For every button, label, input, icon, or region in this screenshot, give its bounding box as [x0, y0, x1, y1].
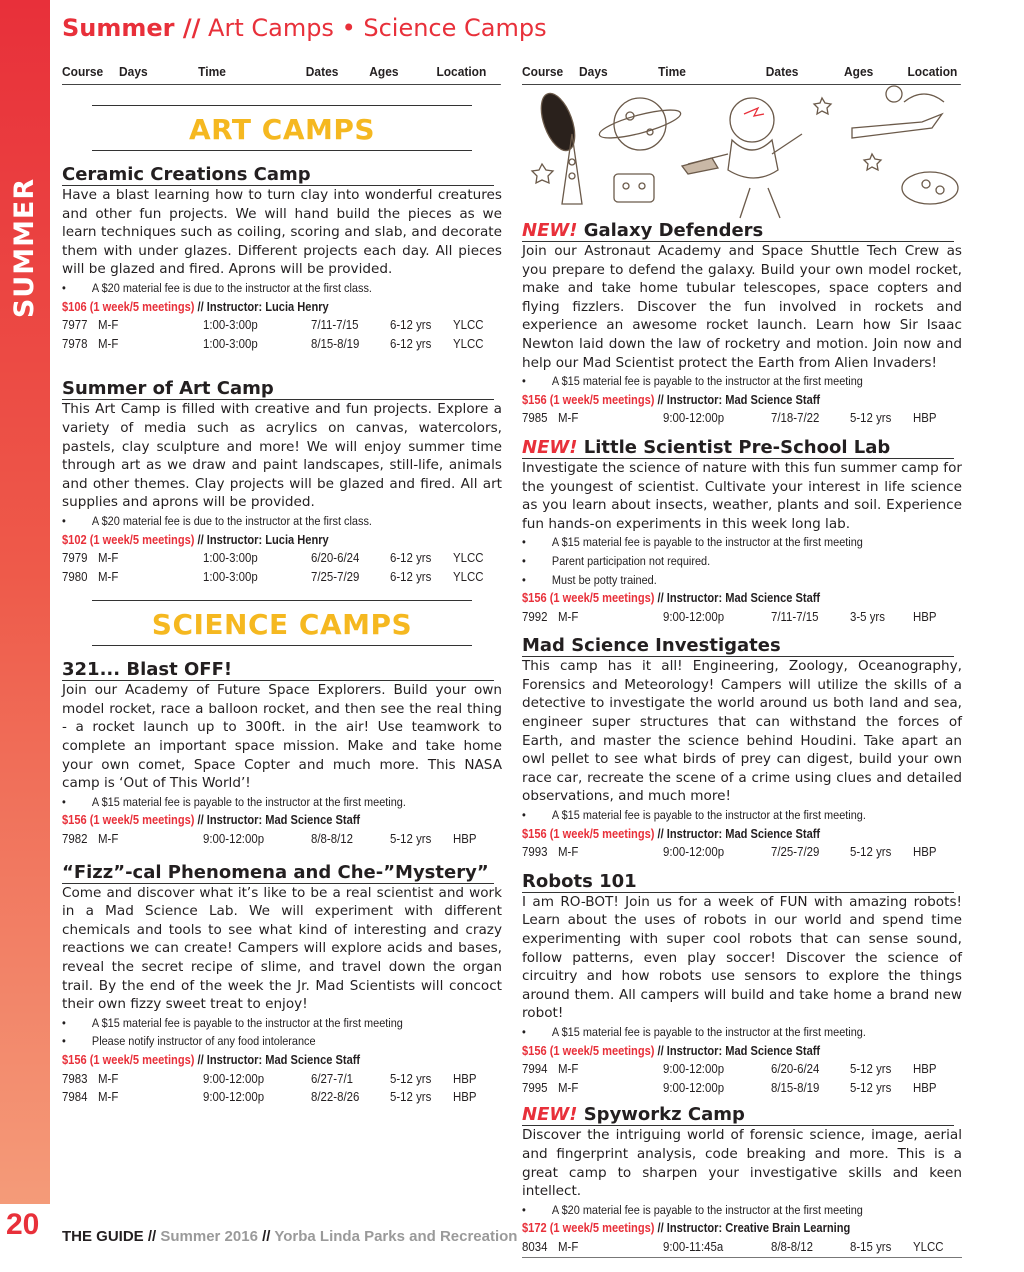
- course-title: [522, 1105, 954, 1126]
- footer-season: Summer 2016: [160, 1228, 258, 1245]
- course-description: Join our Academy of Future Space Explorers. Build your own model rocket, race a balloon rocket, and then see the real thing - a rocket launch up to 300ft. in the air! Use teamwork to complete an important space mission. Make and take home your own comet, Space Copter and much more. This NASA camp is ‘Out of This World’!: [62, 682, 502, 792]
- course-price: $156 (1 week/5 meetings) // Instructor: Mad Science Staff: [62, 813, 361, 828]
- page-header: [62, 14, 547, 42]
- table-header: [522, 64, 961, 85]
- session-row: 7977 M-F 1:00-3:00p 7/11-7/15 6-12 yrs YLCC: [62, 317, 484, 333]
- planet-shape: [614, 98, 666, 150]
- table-header: [62, 64, 501, 85]
- session-row: 7992 M-F 9:00-12:00p 7/11-7/15 3-5 yrs HBP: [522, 608, 937, 624]
- course-title: [62, 660, 494, 681]
- course-title-text: Summer of Art Camp: [62, 379, 274, 400]
- sidebar: [0, 0, 50, 1272]
- header-season: Summer //: [62, 14, 201, 42]
- course-price: $156 (1 week/5 meetings) // Instructor: Mad Science Staff: [522, 1043, 821, 1058]
- col-time: Time: [198, 64, 226, 79]
- session-row: 7982 M-F 9:00-12:00p 8/8-8/12 5-12 yrs HBP: [62, 831, 477, 847]
- course-title: [62, 165, 494, 186]
- course-title: [522, 872, 954, 893]
- col-dates: Dates: [305, 64, 339, 79]
- art-camps-heading: ART CAMPS: [92, 105, 472, 151]
- course-title-text: Spyworkz Camp: [583, 1105, 745, 1126]
- robot-shape: [614, 174, 654, 202]
- session-row: 7985 M-F 9:00-12:00p 7/18-7/22 5-12 yrs HBP: [522, 410, 937, 426]
- footer-guide: THE GUIDE //: [62, 1228, 157, 1245]
- course-price: $156 (1 week/5 meetings) // Instructor: Mad Science Staff: [522, 591, 821, 606]
- new-badge: NEW!: [522, 437, 578, 458]
- course-note: • A $15 material fee is payable to the instructor at the first meeting.: [62, 794, 406, 809]
- course-note: • A $20 material fee is due to the instructor at the first class.: [62, 280, 372, 295]
- course-title-text: Mad Science Investigates: [522, 636, 781, 657]
- header-topics: Art Camps • Science Camps: [208, 14, 547, 42]
- astronaut-helmet: [730, 98, 774, 142]
- session-row: 7983 M-F 9:00-12:00p 6/27-7/1 5-12 yrs HBP: [62, 1070, 477, 1086]
- course-description: Investigate the science of nature with this fun summer camp for the youngest of scientist. Cultivate your interest in life science as you learn about insects, weather, plants and soil. Experience fun hands-on experiments in this week long lab.: [522, 459, 962, 532]
- course-block: [62, 863, 502, 1107]
- course-note: • A $20 material fee is payable to the instructor at the first meeting: [522, 1202, 863, 1217]
- star-shape: [532, 164, 553, 183]
- course-note: • A $15 material fee is payable to the instructor at the first meeting.: [522, 1024, 866, 1039]
- session-row: 7995 M-F 9:00-12:00p 8/15-8/19 5-12 yrs HBP: [522, 1079, 937, 1095]
- course-block: [62, 165, 502, 353]
- course-title: [522, 636, 954, 657]
- course-block: [62, 660, 502, 848]
- course-description: This Art Camp is filled with creative and fun projects. Explore a variety of media such as acrylics on canvas, watercolors, pastels, clay sculpture and more! We will enjoy summer time through art as we draw and paint landscapes, still-life, animals and other themes. Clay projects will be glazed and fired. All art supplies and aprons will be provided.: [62, 401, 502, 511]
- course-note: • A $15 material fee is payable to the instructor at the first meeting: [522, 535, 863, 550]
- col-course: Course: [522, 64, 564, 79]
- course-note: • Parent participation not required.: [522, 553, 711, 568]
- course-title: [62, 863, 494, 884]
- course-title-text: Robots 101: [522, 871, 637, 892]
- course-block: [522, 872, 962, 1098]
- new-badge: NEW!: [522, 221, 578, 241]
- science-camps-heading: SCIENCE CAMPS: [92, 600, 472, 646]
- course-title: [522, 438, 954, 459]
- course-price: $102 (1 week/5 meetings) // Instructor: Lucia Henry: [62, 532, 329, 547]
- session-row: 7984 M-F 9:00-12:00p 8/22-8/26 5-12 yrs HBP: [62, 1089, 477, 1105]
- left-column: [62, 64, 502, 1107]
- course-note: • A $15 material fee is payable to the instructor at the first meeting: [62, 1015, 403, 1030]
- course-block: [522, 636, 962, 862]
- course-description: Come and discover what it’s like to be a real scientist and work in a Mad Science Lab. We will experiment with different chemicals and tools to see what kind of interesting and crazy reactions we can create! Campers will explore acids and bases, reveal the secret recipe of slime, and travel down the organ trail. By the end of the week the Jr. Mad Scientists will concoct their own fizzy sweet treat to enjoy!: [62, 884, 502, 1013]
- page-footer: [62, 1228, 517, 1245]
- sidebar-season-label: SUMMER: [9, 177, 40, 319]
- course-title: [62, 379, 494, 400]
- course-note: • A $15 material fee is payable to the instructor at the first meeting: [522, 374, 863, 389]
- session-row: 8034 M-F 9:00-11:45a 8/8-8/12 8-15 yrs YLCC: [522, 1238, 962, 1258]
- col-location: Location: [436, 64, 487, 79]
- session-row: 7993 M-F 9:00-12:00p 7/25-7/29 5-12 yrs HBP: [522, 844, 937, 860]
- course-block: [522, 1105, 962, 1257]
- course-description: Discover the intriguing world of forensic science, image, aerial and fingerprint analysis, code breaking and more. This is a great camp to sharpen your investigative skills and keen intellect.: [522, 1127, 962, 1200]
- session-row: 7980 M-F 1:00-3:00p 7/25-7/29 6-12 yrs YLCC: [62, 568, 484, 584]
- spaceship-shape: [852, 114, 942, 138]
- col-location: Location: [907, 64, 958, 79]
- session-row: 7978 M-F 1:00-3:00p 8/15-8/19 6-12 yrs YLCC: [62, 335, 484, 351]
- col-ages: Ages: [844, 64, 874, 79]
- course-note: • A $15 material fee is payable to the instructor at the first meeting.: [522, 808, 866, 823]
- col-days: Days: [579, 64, 608, 79]
- course-description: This camp has it all! Engineering, Zoology, Oceanography, Forensics and Meteorology! Campers will utilize the skills of a detective to investigate the world around us both land and sea, engineer super structures that can withstand the forces of Earth, and master the science behind Houdini. Take apart an owl pellet to see what birds of prey can digest, build your own race car, recreate the scene of a crime using clues and detailed observations, and much more!: [522, 658, 962, 805]
- col-days: Days: [119, 64, 148, 79]
- course-price: $156 (1 week/5 meetings) // Instructor: Mad Science Staff: [62, 1052, 361, 1067]
- course-price: $172 (1 week/5 meetings) // Instructor: Creative Brain Learning: [522, 1221, 851, 1236]
- course-title-text: Little Scientist Pre-School Lab: [583, 437, 891, 458]
- course-price: $106 (1 week/5 meetings) // Instructor: Lucia Henry: [62, 299, 329, 314]
- course-description: I am RO-BOT! Join us for a week of FUN with amazing robots! Learn about the uses of robots in our world and spend time experimenting with super cool robots that can sense sound, follow patterns, even play soccer! Discover the science of circuitry and how robots use sensors to explore the things around them. All campers will build and take home a brand new robot!: [522, 893, 962, 1022]
- new-badge: NEW!: [522, 1105, 578, 1126]
- course-title: [522, 221, 954, 242]
- course-title-text: 321... Blast OFF!: [62, 660, 233, 681]
- course-title-text: Ceramic Creations Camp: [62, 165, 311, 185]
- course-note: • Must be potty trained.: [522, 572, 657, 587]
- course-price: $156 (1 week/5 meetings) // Instructor: Mad Science Staff: [522, 392, 821, 407]
- course-note: • Please notify instructor of any food intolerance: [62, 1034, 316, 1049]
- right-column: [522, 64, 962, 1258]
- col-course: Course: [62, 64, 104, 79]
- ufo-shape: [902, 172, 958, 204]
- session-row: 7979 M-F 1:00-3:00p 6/20-6/24 6-12 yrs YLCC: [62, 550, 484, 566]
- comet-shape: [535, 89, 582, 155]
- course-block: [62, 379, 502, 586]
- course-block: [522, 438, 962, 626]
- course-description: Join our Astronaut Academy and Space Shuttle Tech Crew as you prepare to defend the galaxy. Build your own model rocket, make and take home tubular telescopes, space copters and flying fizzlers. Discover the fun involved in rockets and experience an awesome rocket launch. Learn how Sir Isaac Newton laid down the law of rocketry and motion. Join now and help our Mad Scientist protect the Earth from Alien Invaders!: [522, 243, 962, 371]
- course-price: $156 (1 week/5 meetings) // Instructor: Mad Science Staff: [522, 826, 821, 841]
- course-block: [522, 221, 962, 428]
- course-title-text: Galaxy Defenders: [583, 221, 764, 241]
- col-ages: Ages: [369, 64, 399, 79]
- course-note: • A $20 material fee is due to the instructor at the first class.: [62, 513, 372, 528]
- col-time: Time: [658, 64, 686, 79]
- course-title-text: “Fizz”-cal Phenomena and Che-”Mystery”: [62, 862, 489, 883]
- session-row: 7994 M-F 9:00-12:00p 6/20-6/24 5-12 yrs HBP: [522, 1061, 937, 1077]
- course-description: Have a blast learning how to turn clay into wonderful creatures and other fun projects. We will hand build the pieces as we learn techniques such as coiling, scoring and slab, and decorate them with under glazes. Different projects each day. All pieces will be glazed and fired. Aprons will be provided.: [62, 187, 502, 278]
- space-illustration: [522, 84, 962, 220]
- col-dates: Dates: [765, 64, 799, 79]
- footer-org: Yorba Linda Parks and Recreation: [274, 1228, 518, 1245]
- footer-separator: //: [262, 1228, 271, 1245]
- page-number: 20: [6, 1208, 40, 1241]
